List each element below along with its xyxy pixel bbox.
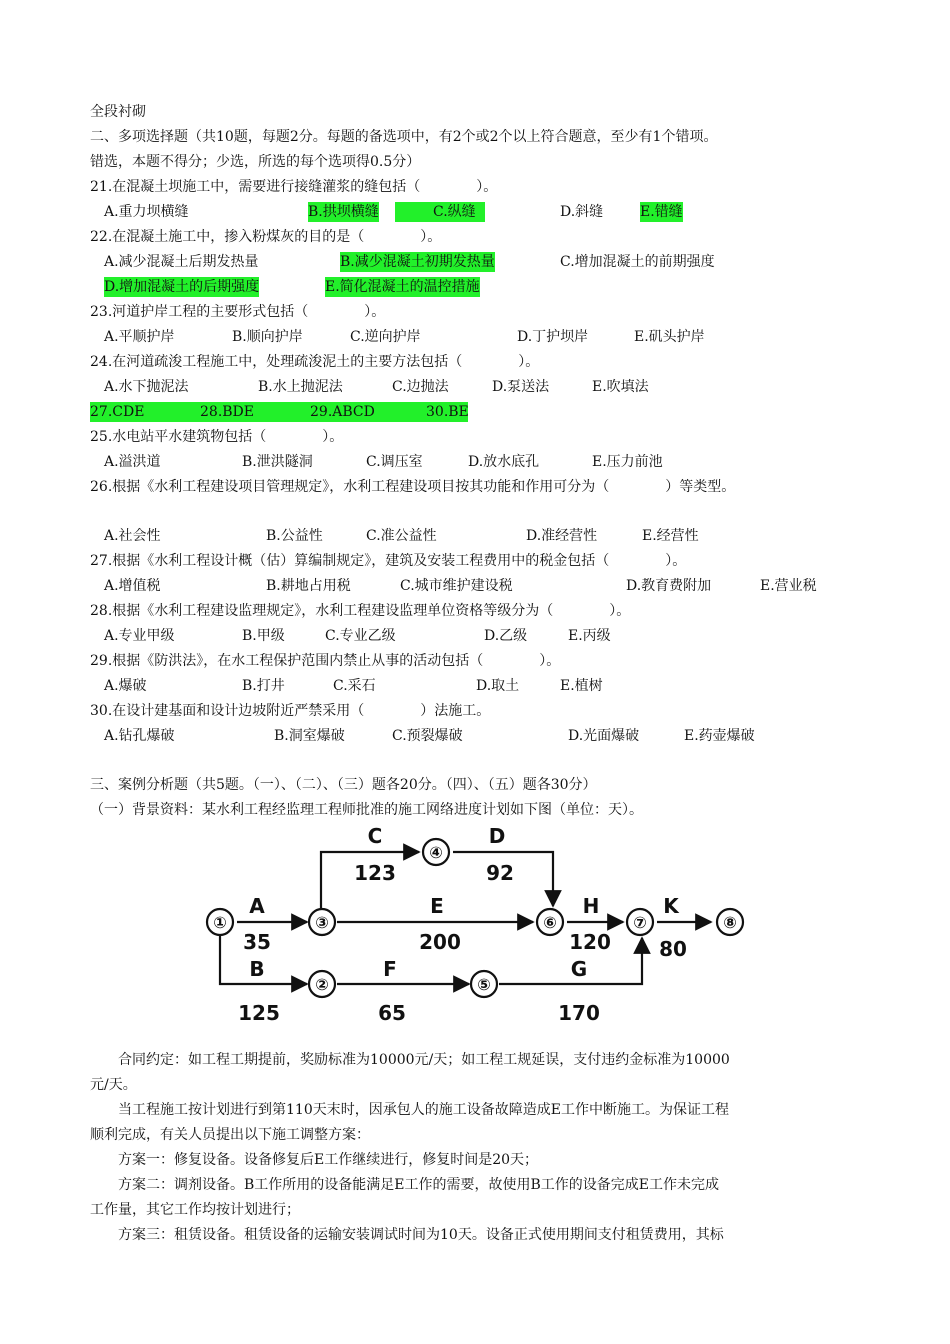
question-24: 24.在河道疏浚工程施工中，处理疏浚泥土的主要方法包括（ ）。 [90, 354, 540, 370]
option-22c: C.增加混凝土的前期强度 [560, 254, 715, 270]
node-2: ② [315, 975, 329, 994]
node-8: ⑧ [723, 913, 737, 932]
text-line: 全段衬砌 [90, 104, 146, 120]
option-23c: C.逆向护岸 [350, 329, 421, 345]
option-24e: E.吹填法 [592, 379, 649, 395]
option-28e: E.丙级 [568, 628, 611, 644]
activity-b-duration: 125 [238, 1001, 280, 1025]
question-28: 28.根据《水利工程建设监理规定》，水利工程建设监理单位资格等级分为（ ）。 [90, 603, 631, 619]
activity-e-duration: 200 [419, 930, 461, 954]
question-25: 25.水电站平水建筑物包括（ ）。 [90, 429, 344, 445]
question-27: 27.根据《水利工程设计概（估）算编制规定》，建筑及安装工程费用中的税金包括（ ）。 [90, 553, 687, 569]
node-3: ③ [315, 913, 329, 932]
node-1: ① [213, 913, 227, 932]
node-4: ④ [429, 843, 443, 862]
option-26e: E.经营性 [642, 528, 699, 544]
option-24b: B.水上抛泥法 [258, 379, 343, 395]
paragraph-contract-cont: 元/天。 [90, 1077, 137, 1093]
option-27d: D.教育费附加 [626, 578, 712, 594]
option-24a: A.水下抛泥法 [104, 379, 189, 395]
option-24d: D.泵送法 [492, 379, 550, 395]
option-29d: D.取土 [476, 678, 520, 694]
option-21a: A.重力坝横缝 [104, 204, 189, 220]
answer-30: 30.BE [426, 404, 469, 420]
option-22b-highlighted: B.减少混凝土初期发热量 [340, 254, 495, 270]
option-29a: A.爆破 [104, 678, 147, 694]
activity-f-label: F [383, 957, 397, 981]
option-25a: A.溢洪道 [104, 454, 161, 470]
option-28d: D.乙级 [484, 628, 528, 644]
question-21: 21.在混凝土坝施工中，需要进行接缝灌浆的缝包括（ ）。 [90, 179, 498, 195]
option-23e: E.矶头护岸 [634, 329, 705, 345]
activity-k-label: K [663, 894, 679, 918]
paragraph-plan-3: 方案三：租赁设备。租赁设备的运输安装调试时间为10天。设备正式使用期间支付租赁费用，其标 [118, 1227, 724, 1243]
activity-c-duration: 123 [354, 861, 396, 885]
activity-h-duration: 120 [569, 930, 611, 954]
answer-29: 29.ABCD [310, 404, 375, 420]
option-25e: E.压力前池 [592, 454, 663, 470]
option-25b: B.泄洪隧洞 [242, 454, 313, 470]
option-21c-highlighted: C.纵缝 [395, 202, 485, 222]
paragraph-event-cont: 顺利完成，有关人员提出以下施工调整方案： [90, 1127, 370, 1143]
activity-d-label: D [488, 824, 506, 848]
option-30c: C.预裂爆破 [392, 728, 463, 744]
activity-a-label: A [249, 894, 265, 918]
option-27e: E.营业税 [760, 578, 817, 594]
option-22d-highlighted: D.增加混凝土的后期强度 [104, 279, 260, 295]
option-29c: C.采石 [333, 678, 376, 694]
option-30e: E.药壶爆破 [684, 728, 755, 744]
network-diagram [195, 818, 755, 1033]
node-7: ⑦ [633, 913, 647, 932]
option-26b: B.公益性 [266, 528, 323, 544]
question-22: 22.在混凝土施工中，掺入粉煤灰的目的是（ ）。 [90, 229, 442, 245]
activity-e-label: E [430, 894, 444, 918]
option-27c: C.城市维护建设税 [400, 578, 513, 594]
question-23: 23.河道护岸工程的主要形式包括（ ）。 [90, 304, 386, 320]
activity-f-duration: 65 [378, 1001, 406, 1025]
option-22a: A.减少混凝土后期发热量 [104, 254, 259, 270]
option-23b: B.顺向护岸 [232, 329, 303, 345]
node-5: ⑤ [477, 975, 491, 994]
paragraph-plan-2: 方案二：调剂设备。B工作所用的设备能满足E工作的需要，故使用B工作的设备完成E工作未完成 [118, 1177, 720, 1193]
option-28b: B.甲级 [242, 628, 285, 644]
option-28a: A.专业甲级 [104, 628, 175, 644]
activity-h-label: H [582, 894, 600, 918]
option-28c: C.专业乙级 [325, 628, 396, 644]
option-21d: D.斜缝 [560, 204, 604, 220]
option-21b-highlighted: B.拱坝横缝 [308, 204, 379, 220]
paragraph-event: 当工程施工按计划进行到第110天末时，因承包人的施工设备故障造成E工作中断施工。为保证工程 [118, 1102, 729, 1118]
option-26a: A.社会性 [104, 528, 161, 544]
activity-g-label: G [570, 957, 588, 981]
option-27a: A.增值税 [104, 578, 161, 594]
option-30d: D.光面爆破 [568, 728, 640, 744]
answer-key-bar [90, 402, 468, 422]
option-21e-highlighted: E.错缝 [640, 204, 683, 220]
node-6: ⑥ [543, 913, 557, 932]
section-3-heading: 三、案例分析题（共5题。（一）、（二）、（三）题各20分。（四）、（五）题各30分） [90, 777, 597, 793]
paragraph-contract: 合同约定：如工程工期提前，奖励标准为10000元/天；如工程工规延误，支付违约金标准为10000 [118, 1052, 730, 1068]
option-25c: C.调压室 [366, 454, 423, 470]
question-26: 26.根据《水利工程建设项目管理规定》，水利工程建设项目按其功能和作用可分为（ ）等类型。 [90, 479, 736, 495]
option-26d: D.准经营性 [526, 528, 598, 544]
case-1-background: （一）背景资料：某水利工程经监理工程师批准的施工网络进度计划如下图（单位：天）。 [90, 802, 643, 818]
option-30a: A.钻孔爆破 [104, 728, 175, 744]
option-23d: D.丁护坝岸 [517, 329, 589, 345]
option-29b: B.打井 [242, 678, 285, 694]
option-23a: A.平顺护岸 [104, 329, 175, 345]
section-2-heading: 二、多项选择题（共10题，每题2分。每题的备选项中，有2个或2个以上符合题意，至少有1个错项。 [90, 129, 718, 145]
activity-a-duration: 35 [243, 930, 271, 954]
option-24c: C.边抛法 [392, 379, 449, 395]
activity-d-duration: 92 [486, 861, 514, 885]
paragraph-plan-1: 方案一：修复设备。设备修复后E工作继续进行，修复时间是20天； [118, 1152, 539, 1168]
activity-b-label: B [249, 957, 265, 981]
activity-g-duration: 170 [558, 1001, 600, 1025]
option-30b: B.洞室爆破 [274, 728, 345, 744]
option-22e-highlighted: E.简化混凝土的温控措施 [325, 279, 480, 295]
option-26c: C.准公益性 [366, 528, 437, 544]
option-27b: B.耕地占用税 [266, 578, 351, 594]
question-30: 30.在设计建基面和设计边坡附近严禁采用（ ）法施工。 [90, 703, 491, 719]
question-29: 29.根据《防洪法》，在水工程保护范围内禁止从事的活动包括（ ）。 [90, 653, 561, 669]
option-29e: E.植树 [560, 678, 603, 694]
answer-27: 27.CDE [90, 404, 145, 420]
answer-28: 28.BDE [200, 404, 254, 420]
activity-k-duration: 80 [659, 937, 687, 961]
section-2-heading-cont: 错选，本题不得分；少选，所选的每个选项得0.5分） [90, 154, 421, 170]
option-25d: D.放水底孔 [468, 454, 540, 470]
paragraph-plan-2-cont: 工作量，其它工作均按计划进行； [90, 1202, 300, 1218]
activity-c-label: C [367, 824, 383, 848]
